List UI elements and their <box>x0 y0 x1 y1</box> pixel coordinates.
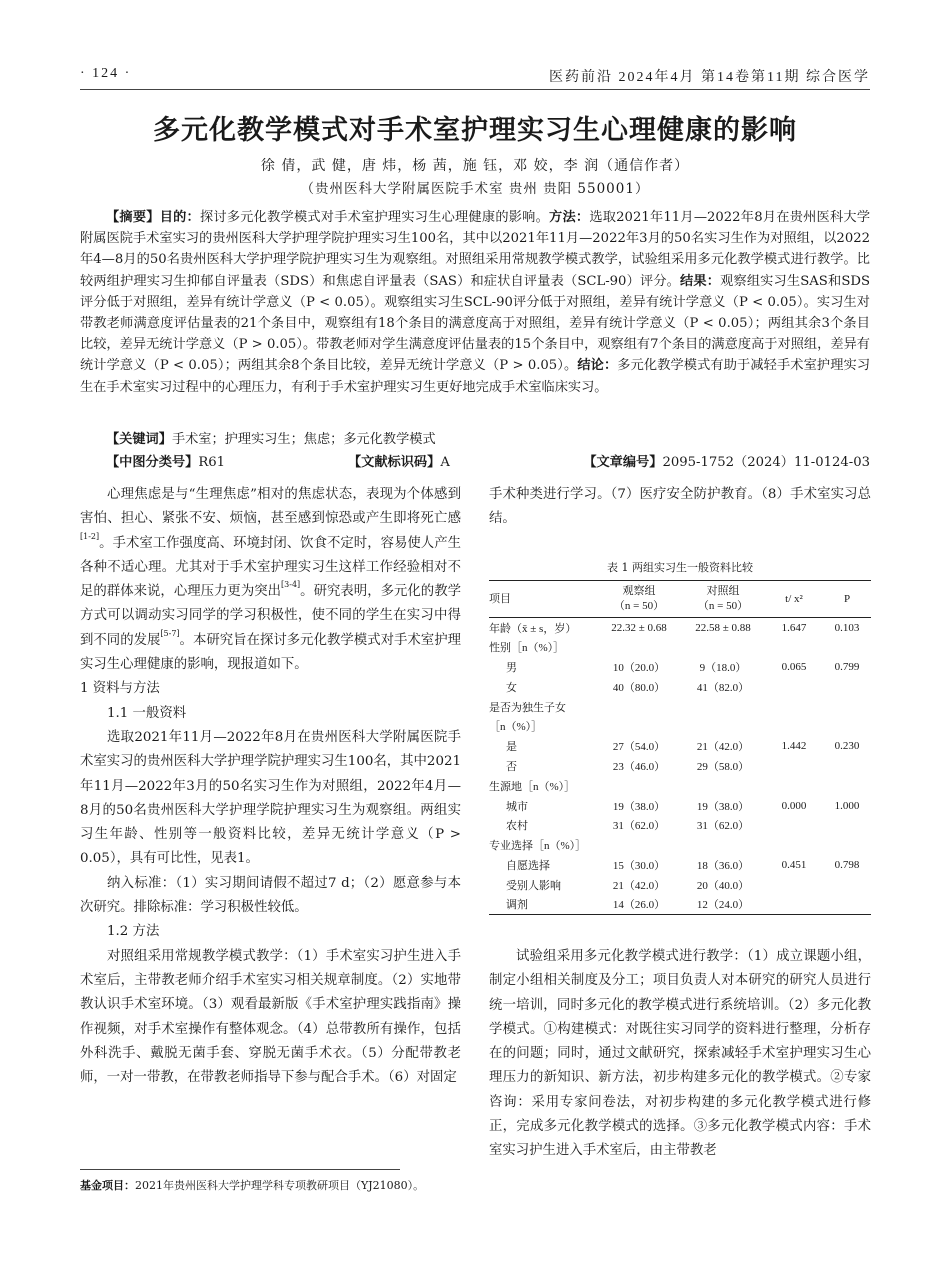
results-text: 观察组实习生SAS和SDS评分低于对照组，差异有统计学意义（P < 0.05）。观察组实习生SCL-90评分低于对照组，差异有统计学意义（P < 0.05）。实习生对带教老师满意度评估量表的21个条目中，观察组有18个条目的满意度高于对照组，差异有统计学意义（P < 0.05）；两组其余3个条目比较，差异无统计学意义（P > 0.05）。带教老师对学生满意度评估量表的15个条目中，观察组有7个条目的满意度高于对照组，差异有统计学意义（P < 0.05）；两组其余8个条目比较，差异无统计学意义（P > 0.05）。 <box>80 273 871 374</box>
cell-ctrl <box>681 776 765 796</box>
general-data-table <box>489 580 871 915</box>
cell-stat <box>765 895 823 915</box>
cell-stat <box>765 697 823 717</box>
cell-ctrl: 9（18.0） <box>699 661 747 674</box>
document-code-value: A <box>440 455 450 470</box>
criteria-paragraph: 纳入标准：（1）实习期间请假不超过7 d；（2）愿意参与本次研究。排除标准：学习积极性较低。 <box>80 875 461 916</box>
cell-label: 是否为独生子女 <box>489 701 566 714</box>
cell-label: ［n（%）］ <box>489 721 543 734</box>
intro-text-a: 心理焦虑是与“生理焦虑”相对的焦虑状态，表现为个体感到害怕、担心、紧张不安、烦恼，甚至感到惊恐或产生即将死亡感 <box>80 487 461 527</box>
continued-paragraph: 手术种类进行学习。（7）医疗安全防护教育。（8）手术室实习总结。 <box>489 487 871 527</box>
cell-ctrl: 19（38.0） <box>696 800 750 813</box>
article-number-value: 2095-1752（2024）11-0124-03 <box>662 455 870 470</box>
conclusion-text: 多元化教学模式有助于减轻手术室护理实习生在手术室实习过程中的心理压力，有利于手术室护理实习生更好地完成手术室临床实习。 <box>80 358 871 395</box>
cell-stat <box>765 776 823 796</box>
cell-label: 男 <box>506 661 517 674</box>
cell-label: 生源地［n（%）］ <box>489 780 576 793</box>
document-code-label: 【文献标识码】 <box>348 455 441 470</box>
cell-ctrl: 41（82.0） <box>696 681 750 694</box>
footnote <box>80 1177 424 1193</box>
cell-label: 否 <box>506 760 517 773</box>
cell-obs: 40（80.0） <box>612 681 666 694</box>
table-row <box>489 895 871 915</box>
cell-label: 城市 <box>506 800 528 813</box>
cell-obs <box>597 697 681 717</box>
cell-ctrl: 31（62.0） <box>696 820 750 833</box>
cell-p <box>823 875 871 895</box>
table-row <box>489 756 871 776</box>
section-heading-1-1: 1.1 一般资料 <box>107 705 187 721</box>
cell-obs <box>597 716 681 736</box>
cell-ctrl <box>681 637 765 657</box>
page-header <box>80 64 870 90</box>
classification-number <box>106 451 225 470</box>
right-column-top <box>489 483 871 532</box>
cell-label: 受别人影响 <box>506 879 561 892</box>
general-data-paragraph: 选取2021年11月—2022年8月在贵州医科大学附属医院手术室实习的贵州医科大学护理学院护理实习生100名，其中2021年11月—2022年3月的50名实习生作为对照组，2022年4月—8月的50名贵州医科大学护理学院护理实习生为观察组。两组实习生年龄、性别等一般资料比较，差异无统计学意义（P > 0.05），具有可比性，见表1。 <box>80 729 462 867</box>
objective-text: 探讨多元化教学模式对手术室护理实习生心理健康的影响。 <box>199 210 550 225</box>
methods-label: 方法： <box>549 210 590 225</box>
table-row <box>489 637 871 657</box>
cell-label: 调剂 <box>506 899 528 912</box>
cell-stat <box>765 835 823 855</box>
footnote-label: 基金项目： <box>80 1179 135 1192</box>
cell-stat <box>765 875 823 895</box>
table-header-row <box>489 581 871 618</box>
cell-p: 0.798 <box>834 858 860 871</box>
keywords <box>106 428 866 447</box>
right-column-bottom <box>489 945 871 1164</box>
footnote-text: 2021年贵州医科大学护理学科专项教研项目（YJ21080）。 <box>135 1179 425 1192</box>
citation-2: [3-4] <box>281 580 301 590</box>
table-row <box>489 618 871 638</box>
cell-obs: 21（42.0） <box>612 879 666 892</box>
intro-text-d: 。本研究旨在探讨多元化教学模式对手术室护理实习生心理健康的影响，现报道如下。 <box>80 632 462 673</box>
cell-stat <box>765 677 823 697</box>
table-row <box>489 736 871 756</box>
section-heading-1-2: 1.2 方法 <box>107 924 160 940</box>
cell-p: 0.799 <box>834 660 860 673</box>
conclusion-label: 结论： <box>577 358 618 374</box>
cell-obs: 22.32 ± 0.68 <box>611 621 667 634</box>
document-code <box>348 451 450 470</box>
cell-stat: 0.065 <box>781 660 807 673</box>
cell-label: 专业选择［n（%）］ <box>489 840 587 853</box>
intro-text-c: 。研究表明，多元化的教学方式可以调动实习同学的学习积极性，使不同的学生在实习中得到不同的发展 <box>80 584 462 648</box>
cell-label: 是 <box>506 741 517 754</box>
table-row <box>489 875 871 895</box>
intro-paragraph <box>80 483 461 677</box>
cell-ctrl: 18（36.0） <box>696 859 750 872</box>
cell-ctrl: 22.58 ± 0.88 <box>695 621 751 634</box>
cell-stat <box>765 815 823 835</box>
cell-ctrl: 12（24.0） <box>696 899 750 912</box>
article-number-label: 【文章编号】 <box>583 455 663 470</box>
cell-p <box>823 677 871 697</box>
cell-obs <box>597 835 681 855</box>
test-group-paragraph: 试验组采用多元化教学模式进行教学：（1）成立课题小组，制定小组相关制度及分工；项目负责人对本研究的研究人员进行统一培训，同时多元化的教学模式进行系统培训。（2）多元化教学模式。①构建模式：对既往实习同学的资料进行整理，分析存在的问题；同时，通过文献研究，探索减轻手术室护理实习生心理压力的新知识、新方法，初步构建多元化的教学模式。②专家咨询：采用专家问卷法，对初步构建的多元化教学模式进行修正，完成多元化教学模式的选择。③多元化教学模式内容：手术室实习护生进入手术室后，由主带教老 <box>489 949 871 1159</box>
table-row <box>489 716 871 736</box>
article-title: 多元化教学模式对手术室护理实习生心理健康的影响 <box>153 115 797 146</box>
cell-stat: 0.451 <box>781 858 807 871</box>
cell-label: 女 <box>506 681 517 694</box>
cell-obs: 27（54.0） <box>612 741 666 754</box>
classification-label: 【中图分类号】 <box>106 455 199 470</box>
cell-p <box>823 697 871 717</box>
keywords-label: 【关键词】 <box>106 432 172 447</box>
control-method-paragraph: 对照组采用常规教学模式教学：（1）手术室实习护生进入手术室后，主带教老师介绍手术室实习相关规章制度。（2）实地带教认识手术室环境。（3）观看最新版《手术室护理实践指南》操作视频，对手术室操作有整体观念。（4）总带教所有操作，包括外科洗手、戴脱无菌手套、穿脱无菌手术衣。（5）分配带教老师，一对一带教，在带教老师指导下参与配合手术。（6）对固定 <box>80 948 461 1086</box>
abstract-label: 【摘要】 <box>106 210 160 225</box>
cell-stat: 1.442 <box>781 740 807 753</box>
cell-p <box>823 776 871 796</box>
cell-p <box>823 756 871 776</box>
cell-p <box>823 815 871 835</box>
header-stat: t/ x² <box>785 592 803 605</box>
cell-p <box>823 637 871 657</box>
table-caption: 表 1 两组实习生一般资料比较 <box>607 561 753 574</box>
keywords-text: 手术室；护理实习生；焦虑；多元化教学模式 <box>171 432 436 447</box>
cell-obs: 31（62.0） <box>612 820 666 833</box>
classification-value: R61 <box>198 455 226 470</box>
cell-label: 年龄（x̄ ± s，岁） <box>489 622 577 635</box>
authors: 徐 倩，武 健，唐 炜，杨 茜，施 钰，邓 姣，李 润（通信作者） <box>260 158 690 174</box>
journal-info: 医药前沿 2024年4月 第14卷第11期 综合医学 <box>549 70 870 85</box>
citation-3: [5-7] <box>160 628 180 638</box>
cell-stat: 1.647 <box>781 621 807 634</box>
cell-ctrl: 20（40.0） <box>696 879 750 892</box>
cell-obs <box>597 637 681 657</box>
abstract <box>80 207 870 398</box>
cell-p: 0.103 <box>834 621 860 634</box>
results-label: 结果： <box>680 273 721 289</box>
page-number: · 124 · <box>80 66 132 81</box>
cell-ctrl <box>681 835 765 855</box>
cell-label: 自愿选择 <box>506 859 550 872</box>
cell-stat <box>765 637 823 657</box>
section-heading-1: 1 资料与方法 <box>80 681 160 697</box>
table-row <box>489 776 871 796</box>
table-row <box>489 855 871 875</box>
header-p: P <box>843 592 851 605</box>
cell-obs: 14（26.0） <box>612 899 666 912</box>
cell-p: 1.000 <box>834 799 860 812</box>
header-item: 项目 <box>489 592 511 605</box>
cell-obs: 23（46.0） <box>612 760 666 773</box>
cell-obs <box>597 776 681 796</box>
header-observation: 观察组 （n = 50） <box>613 585 665 612</box>
article-number <box>583 451 870 470</box>
cell-stat <box>765 756 823 776</box>
cell-label: 性别［n（%）］ <box>489 642 565 655</box>
table-row <box>489 657 871 677</box>
cell-ctrl: 29（58.0） <box>696 760 750 773</box>
affiliation: （贵州医科大学附属医院手术室 贵州 贵阳 550001） <box>300 181 650 197</box>
header-control: 对照组 （n = 50） <box>697 585 749 612</box>
cell-ctrl <box>681 716 765 736</box>
table-row <box>489 815 871 835</box>
cell-p <box>823 835 871 855</box>
cell-obs: 10（20.0） <box>612 661 666 674</box>
cell-p <box>823 895 871 915</box>
table-row <box>489 796 871 816</box>
table-row <box>489 677 871 697</box>
citation-1: [1-2] <box>80 531 100 541</box>
table-row <box>489 697 871 717</box>
cell-stat: 0.000 <box>781 799 807 812</box>
objective-label: 目的： <box>159 210 200 225</box>
cell-ctrl: 21（42.0） <box>696 741 750 754</box>
left-column <box>80 483 461 1090</box>
cell-ctrl <box>681 697 765 717</box>
cell-obs: 19（38.0） <box>612 800 666 813</box>
cell-stat <box>765 716 823 736</box>
footnote-divider <box>80 1169 400 1170</box>
intro-text-b: 。手术室工作强度高、环境封闭、饮食不定时，容易使人产生各种不适心理。尤其对于手术室护理实习生这样工作经验相对不足的群体来说，心理压力更为突出 <box>80 535 461 600</box>
cell-p <box>823 716 871 736</box>
methods-text: 选取2021年11月—2022年8月在贵州医科大学附属医院手术室实习的贵州医科大学护理学院护理实习生100名，其中以2021年11月—2022年3月的50名实习生作为对照组，以2022年4—8月的50名贵州医科大学护理学院护理实习生为观察组。对照组采用常规教学模式教学，试验组采用多元化教学模式进行教学。比较两组护理实习生抑郁自评量表（SDS）和焦虑自评量表（SAS）和症状自评量表（SCL-90）评分。 <box>80 210 871 289</box>
cell-p: 0.230 <box>834 740 860 753</box>
table-row <box>489 835 871 855</box>
cell-label: 农村 <box>506 820 528 833</box>
cell-obs: 15（30.0） <box>612 859 666 872</box>
